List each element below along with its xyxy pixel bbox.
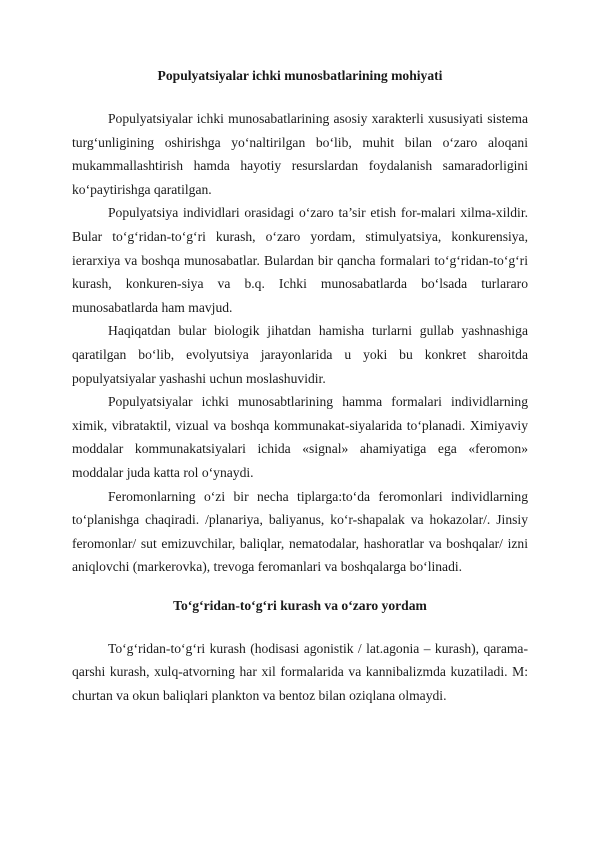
section2-paragraph-1: To‘g‘ridan-to‘g‘ri kurash (hodisasi agonistik / lat.agonia – kurash), qarama-qarshi kurash, xulq-atvorning har xil formalarida va kannibalizmda kuzatiladi. M: churtan va okun baliqlari plankton va bentoz bilan oziqlana olmaydi. [72,640,528,704]
paragraph-5: Feromonlarning o‘zi bir necha tiplarga:to‘da feromonlari individlarning to‘planishga chaqiradi. /planariya, baliyanus, ko‘r-shapalak va hokazolar/. Jinsiy feromonlar/ sut emizuvchilar, baliqlar, nematodalar, hashoratlar va boshqalar/ izni aniqlovchi (markerovka), trevoga feromanlari va boshqalarga bo‘linadi. [72,488,528,575]
paragraph-3: Haqiqatdan bular biologik jihatdan hamisha turlarni gullab yashnashiga qaratilgan bo‘lib, evolyutsiya jarayonlarida u yoki bu konkret sharoitda populyatsiyalar yashashi uchun moslashuvidir. [72,323,528,386]
page-title: Populyatsiyalar ichki munosbatlarining mohiyati [157,68,443,83]
section-subtitle: To‘g‘ridan-to‘g‘ri kurash va o‘zaro yordam [173,597,427,613]
document-body [72,66,528,708]
paragraph-1: Populyatsiyalar ichki munosabatlarining asosiy xarakterli xususiyati sistema turg‘unligining oshirishga yo‘naltirilgan bo‘lib, muhit bilan o‘zaro aloqani mukammallashtirish hamda hayotiy resurslardan foydalanish samaradorligini ko‘paytirishga qaratilgan. [72,111,528,197]
paragraph-2: Populyatsiya individlari orasidagi o‘zaro ta’sir etish for-malari xilma-xildir. Bular to‘g‘ridan-to‘g‘ri kurash, o‘zaro yordam, stimulyatsiya, konkurensiya, ierarxiya va boshqa munosabatlar. Bulardan bir qancha formalari to‘g‘ridan-to‘g‘ri kurash, konkuren-siya va b.q. Ichki munosabatlarda bo‘lsada turlararo munosabatlarda ham mavjud. [72,205,528,315]
paragraph-4: Populyatsiyalar ichki munosabtlarining hamma formalari individlarning ximik, vibrataktil, vizual va boshqa kommunakat-siyalarida to‘planadi. Ximiyaviy moddalar kommunakatsiyalari ichida «signal» ahamiyatiga ega «feromon» moddalar juda katta rol o‘ynaydi. [72,394,528,480]
